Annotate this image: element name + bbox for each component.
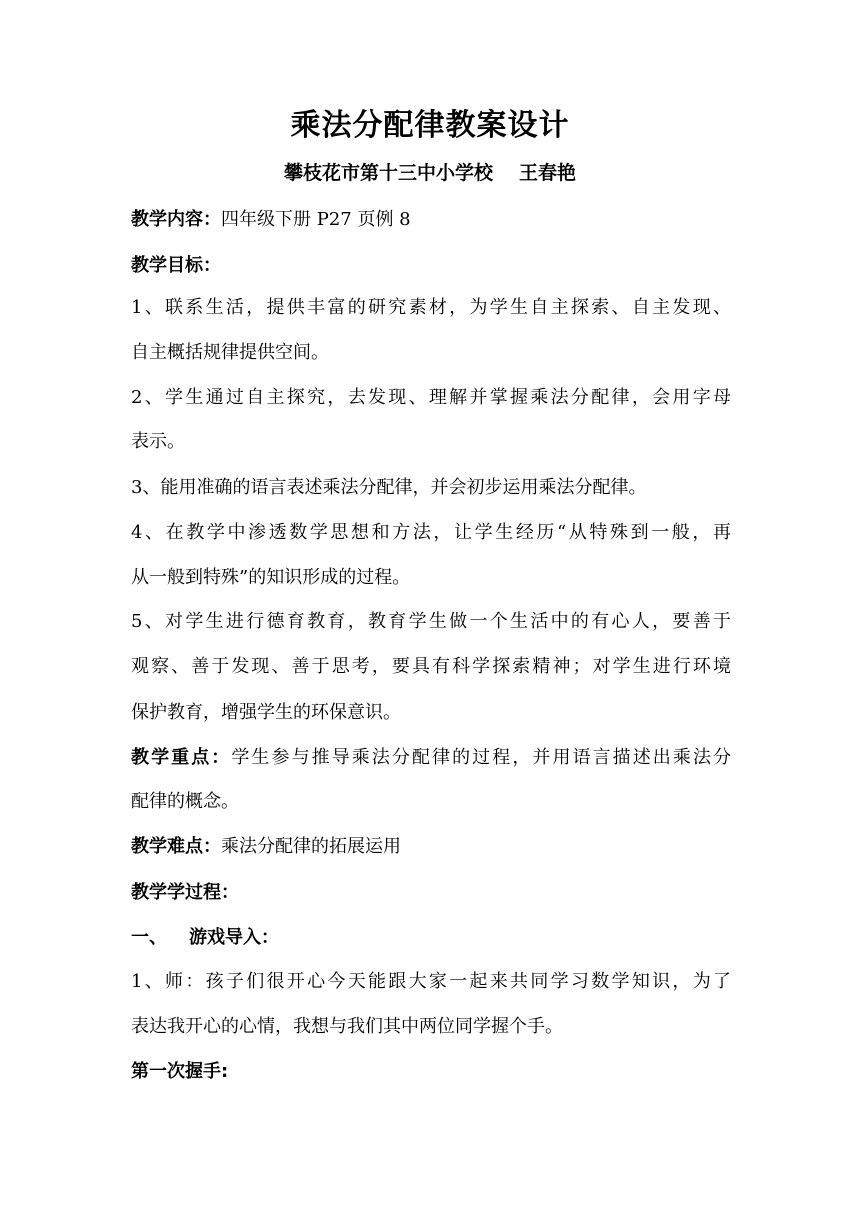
objective-line: 4、在教学中渗透数学思想和方法，让学生经历“从特殊到一般，再	[131, 522, 731, 543]
teaching-content-line	[131, 206, 731, 234]
author-line	[0, 158, 860, 188]
objective-line: 5、对学生进行德育教育，教育学生做一个生活中的有心人，要善于	[131, 611, 731, 632]
key-point-label: 教学重点：	[131, 747, 232, 768]
school-name: 攀枝花市第十三中小学校	[283, 162, 493, 184]
subheading: 第一次握手:	[131, 1061, 229, 1082]
section-title: 游戏导入：	[189, 927, 279, 948]
section-number: 一、	[131, 927, 167, 948]
objective-line: 3、能用准确的语言表述乘法分配律，并会初步运用乘法分配律。	[131, 477, 647, 498]
objective-line: 表示。	[131, 431, 185, 452]
objective-line: 从一般到特殊”的知识形成的过程。	[131, 567, 411, 588]
teaching-content-text: 四年级下册 P27 页例 8	[221, 209, 411, 230]
key-point-text: 学生参与推导乘法分配律的过程，并用语言描述出乘法分	[231, 747, 731, 768]
teacher-name: 王春艳	[519, 162, 577, 184]
document-title: 乘法分配律教案设计	[290, 108, 570, 143]
process-label: 教学学过程：	[131, 882, 239, 903]
objective-line: 1、联系生活，提供丰富的研究素材，为学生自主探索、自主发现、	[131, 297, 731, 318]
objective-line: 保护教育，增强学生的环保意识。	[131, 702, 401, 723]
key-point-text-cont: 配律的概念。	[131, 791, 239, 812]
objectives-label: 教学目标：	[131, 255, 221, 276]
objective-line: 2、学生通过自主探究，去发现、理解并掌握乘法分配律，会用字母	[131, 387, 731, 408]
difficulty-label: 教学难点：	[131, 836, 221, 857]
teaching-content-label: 教学内容：	[131, 209, 221, 230]
objective-line: 自主概括规律提供空间。	[131, 342, 329, 363]
objective-line: 观察、善于发现、善于思考，要具有科学探索精神；对学生进行环境	[131, 656, 731, 677]
paragraph-line: 1、师：孩子们很开心今天能跟大家一起来共同学习数学知识，为了	[131, 971, 731, 992]
section-heading	[131, 924, 731, 952]
difficulty-line	[131, 833, 731, 861]
key-point-line	[131, 744, 731, 772]
difficulty-text: 乘法分配律的拓展运用	[221, 836, 401, 857]
paragraph-line: 表达我开心的心情，我想与我们其中两位同学握个手。	[131, 1016, 563, 1037]
